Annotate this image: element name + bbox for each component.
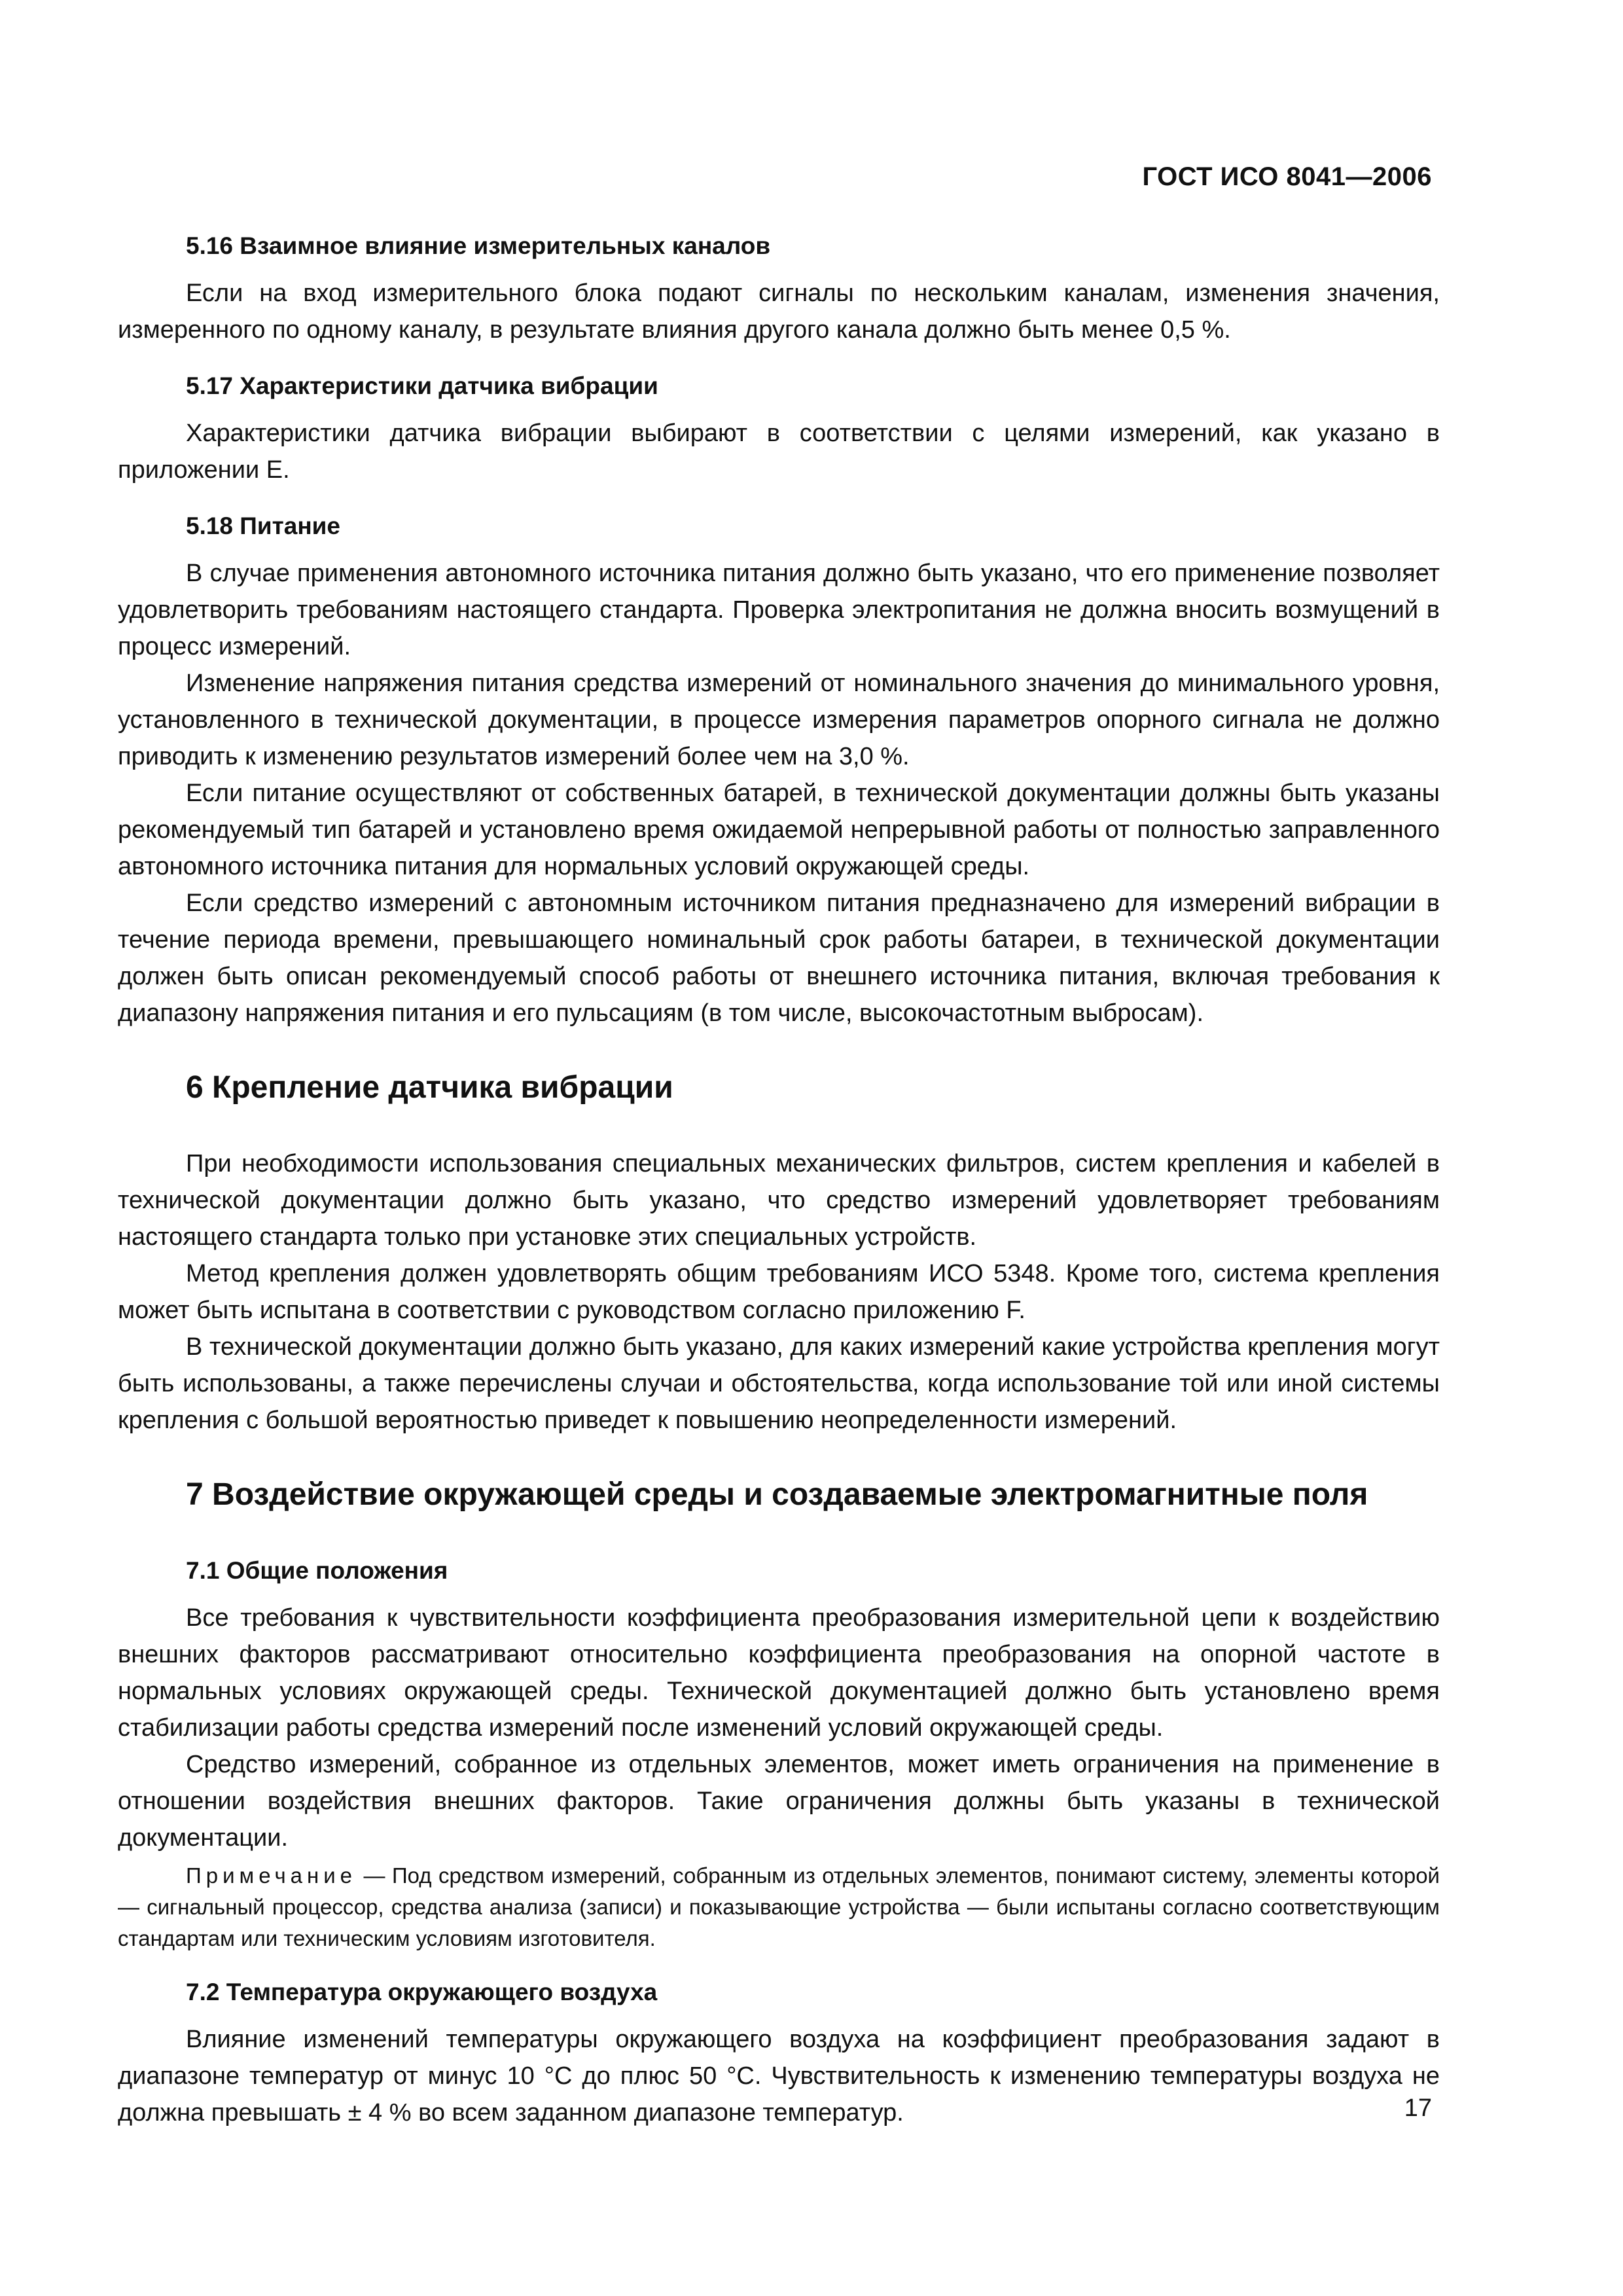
paragraph: Характеристики датчика вибрации выбирают в соответствии с целями измерений, как указано в приложении E. xyxy=(118,420,1440,484)
paragraph: Если питание осуществляют от собственных батарей, в технической документации должны быть указаны рекомендуемый тип батарей и установлено время ожидаемой непрерывной работы от полностью заправленного автономного источника питания для нормальных условий окружающей среды. xyxy=(118,780,1440,880)
paragraph: Все требования к чувствительности коэффициента преобразования измерительной цепи к воздействию внешних факторов рассматривают относительно коэффициента преобразования на опорной частоте в нормальных условиях окружающей среды. Технической документацией должно быть установлено время стабилизации работы средства измерений после изменений условий окружающей среды. xyxy=(118,1604,1440,1742)
note-text: — Под средством измерений, собранным из отдельных элементов, понимают систему, элементы которой — сигнальный процессор, средства анализа (записи) и показывающие устройства — были испытаны согласно соответствующим стандартам или техническим условиям изготовителя. xyxy=(118,1863,1440,1950)
document-code: ГОСТ ИСО 8041—2006 xyxy=(1142,162,1432,191)
subsection-title: 5.18 Питание xyxy=(186,512,341,539)
subsection-title: 7.1 Общие положения xyxy=(186,1557,448,1584)
page-content xyxy=(118,228,1440,2151)
paragraph: Если средство измерений с автономным источником питания предназначено для измерений вибрации в течение периода времени, превышающего номинальный срок работы батареи, в технической документации должен быть описан рекомендуемый способ работы от внешнего источника питания, включая требования к диапазону напряжения питания и его пульсациям (в том числе, высокочастотным выбросам). xyxy=(118,889,1440,1027)
subsection-5-17 xyxy=(118,368,1440,488)
section-title: 6 Крепление датчика вибрации xyxy=(186,1070,673,1105)
paragraph: Средство измерений, собранное из отдельных элементов, может иметь ограничения на применение в отношении воздействия внешних факторов. Такие ограничения должны быть указаны в технической документации. xyxy=(118,1751,1440,1852)
note-label: Примечание xyxy=(186,1863,357,1888)
subsection-5-18 xyxy=(118,508,1440,1031)
page-number: 17 xyxy=(1404,2094,1432,2122)
subsection-title: 7.2 Температура окружающего воздуха xyxy=(186,1979,658,2005)
paragraph: В технической документации должно быть указано, для каких измерений какие устройства крепления могут быть использованы, а также перечислены случаи и обстоятельства, когда использование той или иной системы крепления с большой вероятностью приведет к повышению неопределенности измерений. xyxy=(118,1333,1440,1434)
subsection-title: 5.16 Взаимное влияние измерительных каналов xyxy=(186,232,771,259)
paragraph: Метод крепления должен удовлетворять общим требованиям ИСО 5348. Кроме того, система крепления может быть испытана в соответствии с руководством согласно приложению F. xyxy=(118,1260,1440,1324)
subsection-7-2 xyxy=(118,1974,1440,2131)
subsection-title: 5.17 Характеристики датчика вибрации xyxy=(186,372,658,399)
paragraph: Если на вход измерительного блока подают сигналы по нескольким каналам, изменения значения, измеренного по одному каналу, в результате влияния другого канала должно быть менее 0,5 %. xyxy=(118,279,1440,344)
section-6-body xyxy=(118,1145,1440,1439)
note xyxy=(118,1860,1440,1954)
paragraph: При необходимости использования специальных механических фильтров, систем крепления и кабелей в технической документации должно быть указано, что средство измерений удовлетворяет требованиям настоящего стандарта только при установке этих специальных устройств. xyxy=(118,1150,1440,1251)
paragraph: Изменение напряжения питания средства измерений от номинального значения до минимального уровня, установленного в технической документации, в процессе измерения параметров опорного сигнала не должно приводить к изменению результатов измерений более чем на 3,0 %. xyxy=(118,670,1440,770)
subsection-7-1 xyxy=(118,1552,1440,1954)
section-title: 7 Воздействие окружающей среды и создаваемые электромагнитные поля xyxy=(186,1477,1368,1512)
subsection-5-16 xyxy=(118,228,1440,348)
paragraph: Влияние изменений температуры окружающего воздуха на коэффициент преобразования задают в диапазоне температур от минус 10 °С до плюс 50 °С. Чувствительность к изменению температуры воздуха не должна превышать ± 4 % во всем заданном диапазоне температур. xyxy=(118,2026,1440,2126)
paragraph: В случае применения автономного источника питания должно быть указано, что его применение позволяет удовлетворить требованиям настоящего стандарта. Проверка электропитания не должна вносить возмущений в процесс измерений. xyxy=(118,560,1440,660)
